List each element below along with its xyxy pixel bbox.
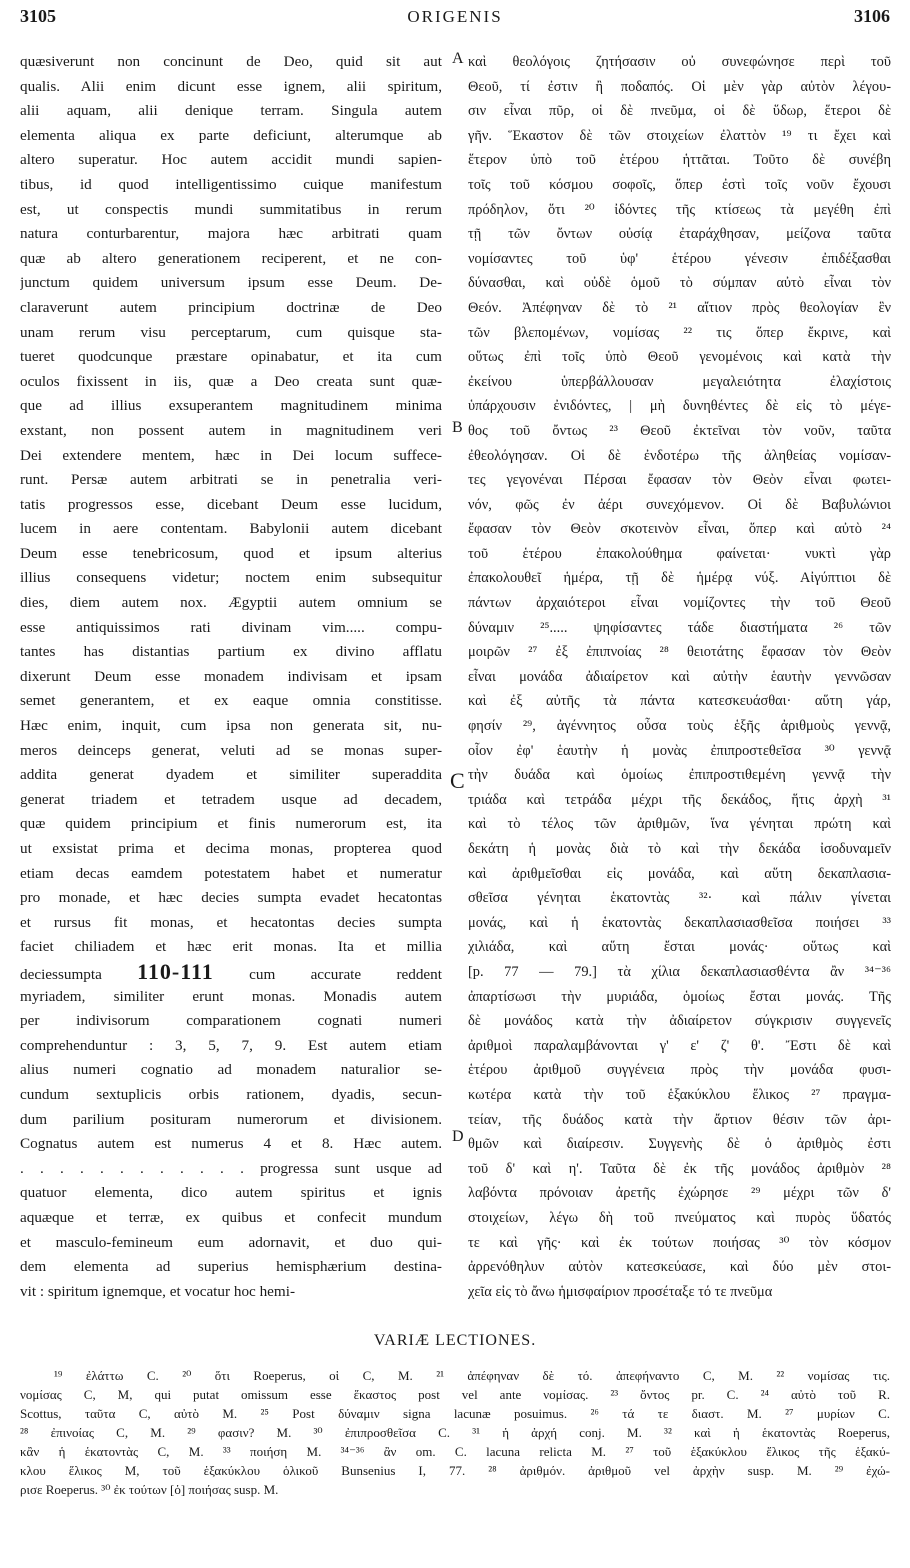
greek-text-line: χεῖα εἰς τὸ ἄνω ἡμισφαίριον προσέταξε τό τε πνεῦμα [468, 1283, 773, 1300]
greek-text-line: τε καὶ γῆς· καὶ ἐκ τούτων ποιήσας ³⁰ τὸν κόσμον [468, 1234, 891, 1251]
latin-text-line: dum parilium posituram numerorum et divisionem. [20, 1110, 442, 1128]
greek-text-line: τῶν βλεπομένων, νομίσας ²² τις ὅπερ ἔκρινε, καὶ [468, 324, 891, 341]
latin-text-line: Dei extendere mentem, hæc in Dei locum suffece- [20, 446, 442, 464]
latin-text-line: tantes has distantias partium ex divino afflatu [20, 643, 442, 661]
latin-text-line: dixerunt Deum esse monadem indivisam et ipsam [20, 667, 442, 685]
latin-text-line: quæ ab altero generationem reciperent, et ne con- [20, 249, 442, 267]
latin-text-line: et masculo-femineum eum adornavit, et duo qui- [20, 1233, 442, 1251]
footnote-line: Scottus, ταῦτα C, αὐτὸ M. ²⁵ Post δύναμιν signa lacunæ posuimus. ²⁶ τά τε διαστ. M. ²⁷ μυρίων C. [20, 1406, 890, 1421]
greek-text-line: γῆν. Ἕκαστον δὲ τῶν στοιχείων ἐλαττὸν ¹⁹ τι ἔχει καὶ [468, 127, 891, 144]
greek-text-line: καὶ ἀριθμεῖσθαι εἰς μονάδα, καὶ αὕτη δεκαπλασια- [468, 865, 891, 882]
latin-text-line: addita generat dyadem et similiter superaddita [20, 766, 442, 784]
latin-text-line: lucem in aere contentam. Babylonii autem dicebant [20, 520, 442, 538]
latin-text-line: alii aquam, alii denique terram. Singula autem [20, 102, 442, 120]
left-page-number: 3105 [20, 6, 56, 26]
latin-text-line: deciessumpta 110-111 cum accurate reddent [20, 959, 442, 984]
latin-text-line: claraverunt autem principium doctrinæ de Deo [20, 298, 442, 316]
latin-text-line: tueret quodcunque præstare opinabatur, et ita cum [20, 348, 442, 366]
latin-text-line: Hæc enim, inquit, cum ipsa non generata sit, nu- [20, 717, 442, 735]
greek-text-line: καὶ ἐξ αὐτῆς τὰ πάντα κατεσκευάσθαι· αὕτη γάρ, [468, 693, 891, 710]
greek-text-line: ἐπακολουθεῖ ἡμέρα, τῇ δὲ ἡμέρᾳ νύξ. Αἰγύπτιοι δὲ [468, 570, 891, 587]
greek-text-line: ἔφασαν τὸν Θεὸν σκοτεινὸν εἶναι, ὅπερ καὶ αὐτὸ ²⁴ [468, 521, 891, 538]
greek-text-line: δὲ μονάδος κατὰ τὴν ἀδιαίρετον σύγκρισιν συγγενεῖς [468, 1013, 891, 1030]
latin-text-line: vit : spiritum ignemque, et vocatur hoc hemi- [20, 1282, 295, 1300]
latin-text-line: tibus, id quod intelligentissimo cuique manifestum [20, 175, 442, 193]
margin-letter-c: C [450, 768, 465, 793]
greek-text-line: Θεόν. Ἀπέφηναν δὲ τὸ ²¹ αἴτιον πρὸς θεολογίαν ἓν [468, 299, 891, 316]
latin-text-line: Cognatus autem est numerus 4 et 8. Hæc autem. [20, 1135, 442, 1153]
latin-text-line: dies, diem autem nox. Ægyptii autem omnium se [20, 594, 442, 612]
latin-text-line: quatuor elementa, dico autem spiritus et ignis [20, 1184, 442, 1202]
footnote-line: ρισε Roeperus. ³⁰ ἐκ τούτων [ὁ] ποιήσας susp. M. [20, 1482, 279, 1497]
greek-text-line: ἀρρενόθηλυν αὐτὸν κατεσκεύασε, καὶ δύο μὲν στοι- [468, 1259, 891, 1276]
greek-text-line: ἕτερον ὑπὸ τοῦ ἑτέρου ἡττᾶται. Τοῦτο δὲ συνέβη [468, 152, 891, 169]
footnotes [20, 1366, 890, 1499]
latin-text-line: aquæque et terræ, ex quibus et confecit mundum [20, 1208, 442, 1226]
latin-text-line: est, ut conspectis mundi summitatibus in rerum [20, 200, 442, 218]
footnote-line: ¹⁹ ἐλάττω C. ²⁰ ὅτι Roeperus, οἱ C, M. ²¹ ἀπέφηναν δὲ τό. ἀπεφήναντο C, M. ²² νομίσας τις. [54, 1368, 890, 1383]
latin-text-line: illius consequens videtur; noctem enim subsequitur [20, 569, 442, 587]
latin-text-line: runt. Persæ autem arbitrati se in penetralia veri- [20, 471, 442, 489]
greek-text-line: τες γεγονέναι Πέρσαι ἔφασαν τὸν Θεὸν εἶναι φωτει- [468, 472, 891, 489]
greek-text-line: δεκάτη ἡ μονὰς διὰ τὸ καὶ τὴν δεκάδα ἰσοδυναμεῖν [468, 841, 891, 857]
greek-text-line: τὴν δυάδα καὶ ὁμοίως ἐπιπροστιθεμένη γεννᾷ τὴν [468, 767, 891, 784]
footnote-line: κἂν ἡ ἑκατοντὰς C, M. ³³ ποιήση M. ³⁴⁻³⁶ ἂν om. C. lacuna relicta M. ²⁷ τοῦ ἑξακύκλου ἕλικος τῆς ἑξακύ- [20, 1444, 890, 1459]
latin-text-line: tatis progressos esse, dicebant Deum esse lucidum, [20, 495, 442, 513]
latin-text-line: cundum sextuplicis orbis rationem, dyadis, secun- [20, 1085, 442, 1103]
latin-text-line: junctum quidem universum ipsum esse Deum. De- [20, 274, 442, 292]
latin-text-line: natura conturbarentur, majora hæc arbitrati quam [20, 225, 442, 243]
margin-letter-b: B [452, 419, 463, 436]
greek-text-line: τῇ τῶν ὄντων οὐσίᾳ ἐταράχθησαν, μείζονα ταῦτα [468, 226, 891, 243]
greek-text-line: νόν, φῶς ἐν ἀέρι συνεχόμενον. Οἱ δὲ Βαβυλώνιοι [468, 496, 891, 513]
greek-text-line: τοῦ ἑτέρου ἐπακολούθημα φαίνεται· νυκτὶ γὰρ [468, 545, 891, 562]
right-page-number: 3106 [854, 6, 890, 26]
greek-text-line: καὶ θεολόγοις ζητήσασιν οὐ συνεφώνησε περὶ τοῦ [468, 54, 891, 70]
latin-text-line: exstant, non possent autem in magnitudinem veri [20, 421, 442, 439]
latin-text-line: altero superatur. Hoc autem accidit mundi sapien- [20, 151, 442, 169]
greek-text-line: μονάς, καὶ ἡ ἑκατοντὰς δεκαπλασιασθεῖσα ποιήσει ³³ [468, 914, 891, 931]
greek-text-line: στοιχείων, λέγω δὴ τοῦ πνεύματος καὶ πυρὸς ὕδατός [468, 1209, 891, 1226]
latin-text-line: per indivisorum comparationem cognati numeri [20, 1012, 442, 1030]
greek-column [468, 50, 891, 1304]
latin-text-line: dem elementa ad superius hemisphærium destina- [20, 1258, 442, 1276]
greek-text-line: λαβόντα πρόνοιαν ἀρετῆς ἐχώρησε ²⁹ μέχρι τῶν δ' [468, 1185, 891, 1202]
greek-text-line: εἶναι μονάδα ἀδιαίρετον καὶ αὐτὴν ἑαυτὴν γεννῶσαν [468, 668, 891, 685]
footnote-line: κλου ἕλικος M, τοῦ ἑξακύκλου ὁλικοῦ Bunsenius I, 77. ²⁸ ἀριθμόν. ἀριθμοῦ vel ἀρχὴν susp. M. ²⁹ ἐχώ- [20, 1463, 890, 1478]
margin-letter-d: D [452, 1128, 464, 1145]
page-header [20, 4, 890, 34]
greek-text-line: φησίν ²⁹, ἀγέννητος οὖσα τοὺς ἑξῆς ἀριθμοὺς γεννᾷ, [468, 718, 891, 735]
greek-text-line: κωτέρα κατὰ τὴν τοῦ ἑξακύκλου ἕλικος ²⁷ πραγμα- [468, 1086, 891, 1103]
greek-text-line: δύνασθαι, καὶ οὐδὲ ὁμοῦ τὸ σύμπαν αὐτὸ εἶναι τὸν [468, 275, 891, 292]
latin-text-line: comprehenduntur : 3, 5, 7, 9. Est autem etiam [20, 1036, 442, 1054]
greek-text-line: χιλιάδα, καὶ αὕτη ἔσται μονάς· οὕτως καὶ [468, 939, 891, 956]
latin-text-line: etiam decas eamdem potestatem habet et numeratur [20, 864, 442, 882]
latin-text-line: esse antiquissimos rati divinam vim..... compu- [20, 618, 442, 636]
variae-lectiones-heading: VARIÆ LECTIONES. [373, 1332, 537, 1349]
greek-text-line: ἀριθμοὶ παραλαμβάνονται γ' ε' ζ' θ'. Ἔστι δὲ καὶ [468, 1037, 891, 1054]
footnote-line: νομίσας C, M, qui putat omissum esse ἕκαστος post vel ante νομίσας. ²³ ὄντος pr. C. ²⁴ αὐτὸ τοῦ R. [20, 1387, 890, 1402]
greek-text-line: οὕτως ἐπὶ τοῖς ὑπὸ Θεοῦ γενομένοις καὶ κατὰ τὴν [468, 349, 891, 366]
greek-text-line: νομίσαντες τοῦ ὑφ' ἑτέρου γένεσιν ἐπιδέξασθαι [468, 250, 891, 267]
latin-text-line: ut exsistat prima et decima monas, propterea quod [20, 840, 442, 857]
latin-text-line: quæ quidem principium et finis numerorum est, ita [20, 815, 442, 833]
latin-text-line: et rursus fit monas, et hecatontas decies sumpta [20, 913, 442, 931]
greek-text-line: τοῖς τοῦ κόσμου σοφοῖς, ὅπερ ἐστὶ τοῖς νοῦν ἔχουσι [468, 176, 891, 193]
latin-text-line: pro monade, et hæc decies sumpta evadet hecatontas [20, 889, 442, 907]
latin-text-line: oculos fixissent in iis, quæ a Deo creata sunt quæ- [20, 372, 442, 390]
greek-text-line: θος τοῦ ὄντως ²³ Θεοῦ ἐκτεῖναι τὸν νοῦν, ταῦτα [468, 422, 891, 439]
greek-text-line: [p. 77 — 79.] τὰ χίλια δεκαπλασιασθέντα ἂν ³⁴⁻³⁶ [468, 963, 891, 980]
greek-text-line: μοιρῶν ²⁷ ἐξ ἐπιπνοίας ²⁸ θειοτάτης ἔφασαν τὸν Θεὸν [468, 644, 891, 661]
latin-text-line: unam rerum visu perceptarum, cum quisque sta- [20, 323, 442, 341]
latin-text-line: quæsiverunt non concinunt de Deo, quid sit aut [20, 53, 442, 70]
greek-text-line: καὶ τὸ τέλος τῶν ἀριθμῶν, ἵνα γένηται πρώτη καὶ [468, 816, 891, 833]
footnote-line: ²⁸ ἐπινοίας C, M. ²⁹ φασιν? M. ³⁰ ἐπιπροσθεῖσα C. ³¹ ἡ ἀρχή conj. M. ³² καὶ ἡ ἑκατοντὰς Roeperus, [20, 1425, 890, 1440]
latin-text-line: semet generantem, et ex eaque omnia constitisse. [20, 692, 442, 710]
greek-text-line: ἑτέρου ἀριθμοῦ συγγένεια πρὸς τὴν μονάδα φυσι- [468, 1062, 891, 1079]
greek-text-line: σθεῖσα γένηται ἑκατοντὰς ³²· καὶ πάλιν γίνεται [468, 890, 891, 907]
latin-text-line: elementa aliqua ex parte deficiunt, alterumque ab [20, 126, 442, 144]
greek-text-line: πάντων ἀρχαιότεροι εἶναι νομίζοντες τὴν τοῦ Θεοῦ [468, 595, 891, 612]
latin-text-line: . . . . . . . . . . . . progressa sunt usque ad [20, 1159, 442, 1177]
column-reference: 110-111 [137, 959, 214, 984]
greek-text-line: ἐθεολόγησαν. Οἱ δὲ ἐνδοτέρω τῆς ἀληθείας νομίσαν- [468, 447, 891, 464]
latin-text-line: myriadem, similiter erunt monas. Monadis autem [20, 987, 442, 1005]
latin-text-line: que ad illius exsuperantem magnitudinem minima [20, 397, 442, 415]
greek-text-line: τριάδα καὶ τετράδα μέχρι τῆς δεκάδος, ἥτις ἀρχὴ ³¹ [468, 791, 891, 808]
greek-text-line: Θεοῦ, τί ἐστιν ἢ ποδαπός. Οἱ μὲν γὰρ αὐτὸν λέγου- [468, 78, 891, 95]
greek-text-line: ὑπάρχουσιν ἐνιδόντες, | μὴ δυνηθέντες δὲ εἰς τὸ μέγε- [468, 398, 891, 415]
margin-letter-a: A [452, 50, 464, 67]
greek-text-line: ἐκείνου ὑπερβάλλουσαν μεγαλειότητα ἐλαχίστοις [468, 373, 891, 390]
latin-text-line: generat triadem et tetradem usque ad decadem, [20, 790, 442, 808]
running-title: ORIGENIS [407, 7, 503, 26]
greek-text-line: σιν εἶναι πῦρ, οἱ δὲ πνεῦμα, οἱ δὲ ὕδωρ, ἕτεροι δὲ [468, 103, 891, 120]
greek-text-line: ἀπαρτίσωσι τὴν μυριάδα, ὁμοίως ἔσται μονάς. Τῆς [468, 988, 891, 1005]
latin-text-line: meros deinceps generat, veluti ad se monas super- [20, 741, 442, 759]
greek-text-line: οἷον ἐφ' ἑαυτὴν ἡ μονὰς ἐπιπροστεθεῖσα ³⁰ γεννᾷ [468, 742, 891, 759]
latin-text-line: faciet chiliadem et hæc erit monas. Ita et millia [20, 938, 442, 956]
latin-column [20, 50, 442, 1304]
latin-text-line: Deum esse tenebricosum, quod et ipsum alterius [20, 544, 442, 562]
latin-text-line: alius numeri cognatio ad monadem naturalior se- [20, 1061, 442, 1079]
greek-text-line: τοῦ δ' καὶ η'. Ταῦτα δὲ ἐκ τῆς μονάδος ἀριθμὸν ²⁸ [468, 1160, 891, 1177]
greek-text-line: δύναμιν ²⁵..... ψηφίσαντες τάδε διαστήματα ²⁶ τῶν [468, 619, 891, 636]
greek-text-line: τείαν, τῆς δυάδος κατὰ τὴν ἄρτιον θέσιν τῶν ἀρι- [468, 1111, 891, 1128]
latin-text-line: qualis. Alii enim dicunt esse ignem, alii spiritum, [20, 77, 442, 95]
greek-text-line: πρόδηλον, ὅτι ²⁰ ἰδόντες τῆς κτίσεως τὰ μεγέθη ἐπὶ [468, 201, 891, 218]
greek-text-line: θμῶν καὶ διαίρεσιν. Συγγενὴς δὲ ὁ ἀριθμὸς ἐστι [468, 1136, 891, 1153]
